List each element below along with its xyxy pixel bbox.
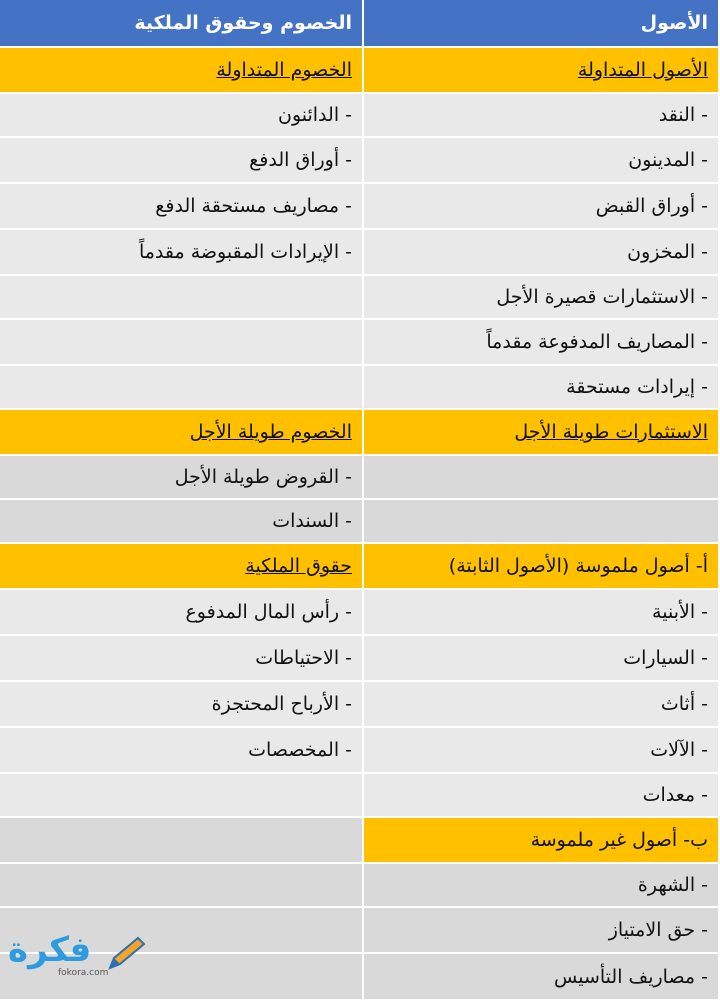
liability-cell-row-13 — [0, 636, 364, 682]
cell-text: - مصاريف مستحقة الدفع — [155, 195, 352, 217]
asset-cell-row-8 — [364, 410, 720, 456]
asset-cell-row-13 — [364, 636, 720, 682]
liability-cell-row-1 — [0, 94, 364, 138]
liability-cell-row-18 — [0, 864, 364, 908]
cell-text: - مصاريف التأسيس — [554, 965, 708, 988]
asset-cell-row-12 — [364, 590, 720, 636]
asset-cell-row-6 — [364, 320, 720, 366]
liability-cell-row-16 — [0, 774, 364, 818]
liability-cell-row-11 — [0, 544, 364, 590]
liability-cell-row-5 — [0, 276, 364, 320]
fikra-logo — [6, 930, 156, 982]
cell-text: - السيارات — [623, 647, 708, 669]
cell-text: - الاحتياطات — [255, 647, 352, 669]
asset-cell-row-7 — [364, 366, 720, 410]
cell-text: - أوراق الدفع — [249, 149, 352, 171]
cell-text: - أثاث — [660, 693, 708, 715]
cell-text: - معدات — [642, 784, 708, 806]
cell-text: - المصاريف المدفوعة مقدماً — [486, 331, 708, 353]
liability-cell-row-6 — [0, 320, 364, 366]
cell-text: - حق الامتياز — [608, 919, 708, 941]
logo-domain: fokora.com — [58, 968, 109, 978]
pencil-icon — [104, 934, 148, 974]
asset-cell-row-15 — [364, 728, 720, 774]
cell-text: - الآلات — [650, 739, 708, 761]
liability-cell-row-0 — [0, 48, 364, 94]
liability-cell-row-2 — [0, 138, 364, 184]
cell-text: - الدائنون — [277, 104, 352, 126]
cell-text: الخصوم طويلة الأجل — [189, 421, 352, 443]
cell-text: - المخزون — [627, 241, 708, 263]
cell-text: الاستثمارات طويلة الأجل — [514, 421, 708, 443]
liability-cell-row-14 — [0, 682, 364, 728]
asset-cell-row-9 — [364, 456, 720, 500]
liability-cell-row-3 — [0, 184, 364, 230]
asset-cell-row-16 — [364, 774, 720, 818]
cell-text: - الأرباح المحتجزة — [211, 693, 352, 715]
cell-text: - الشهرة — [637, 874, 708, 896]
liability-cell-row-7 — [0, 366, 364, 410]
asset-cell-row-17 — [364, 818, 720, 864]
cell-text: - الإيرادات المقبوضة مقدماً — [138, 241, 352, 263]
asset-cell-row-4 — [364, 230, 720, 276]
liability-cell-row-12 — [0, 590, 364, 636]
liability-cell-row-4 — [0, 230, 364, 276]
cell-text: أ- أصول ملموسة (الأصول الثابتة) — [448, 555, 708, 577]
cell-text: - إيرادات مستحقة — [566, 376, 708, 398]
liability-cell-row-9 — [0, 456, 364, 500]
assets-header: الأصول — [364, 0, 720, 48]
liability-cell-row-8 — [0, 410, 364, 456]
cell-text: - أوراق القبض — [595, 195, 708, 217]
cell-text: - السندات — [272, 510, 352, 532]
logo-text: فكرة — [8, 930, 92, 970]
asset-cell-row-18 — [364, 864, 720, 908]
asset-cell-row-11 — [364, 544, 720, 590]
cell-text: - القروض طويلة الأجل — [174, 466, 352, 488]
liability-cell-row-15 — [0, 728, 364, 774]
liability-cell-row-17 — [0, 818, 364, 864]
cell-text: - المدينون — [628, 149, 708, 171]
asset-cell-row-10 — [364, 500, 720, 544]
cell-text: حقوق الملكية — [245, 555, 352, 577]
liabilities-header: الخصوم وحقوق الملكية — [0, 0, 364, 48]
cell-text: - الاستثمارات قصيرة الأجل — [496, 286, 708, 308]
cell-text: الأصول المتداولة — [577, 59, 708, 81]
asset-cell-row-1 — [364, 94, 720, 138]
asset-cell-row-19 — [364, 908, 720, 954]
cell-text: - الأبنية — [652, 601, 708, 623]
cell-text: - المخصصات — [248, 739, 352, 761]
asset-cell-row-5 — [364, 276, 720, 320]
asset-cell-row-14 — [364, 682, 720, 728]
cell-text: - رأس المال المدفوع — [185, 601, 352, 623]
asset-cell-row-3 — [364, 184, 720, 230]
cell-text: - النقد — [658, 104, 708, 126]
liability-cell-row-10 — [0, 500, 364, 544]
asset-cell-row-0 — [364, 48, 720, 94]
cell-text: الخصوم المتداولة — [216, 59, 352, 81]
asset-cell-row-20 — [364, 954, 720, 1001]
asset-cell-row-2 — [364, 138, 720, 184]
cell-text: ب- أصول غير ملموسة — [530, 829, 708, 851]
